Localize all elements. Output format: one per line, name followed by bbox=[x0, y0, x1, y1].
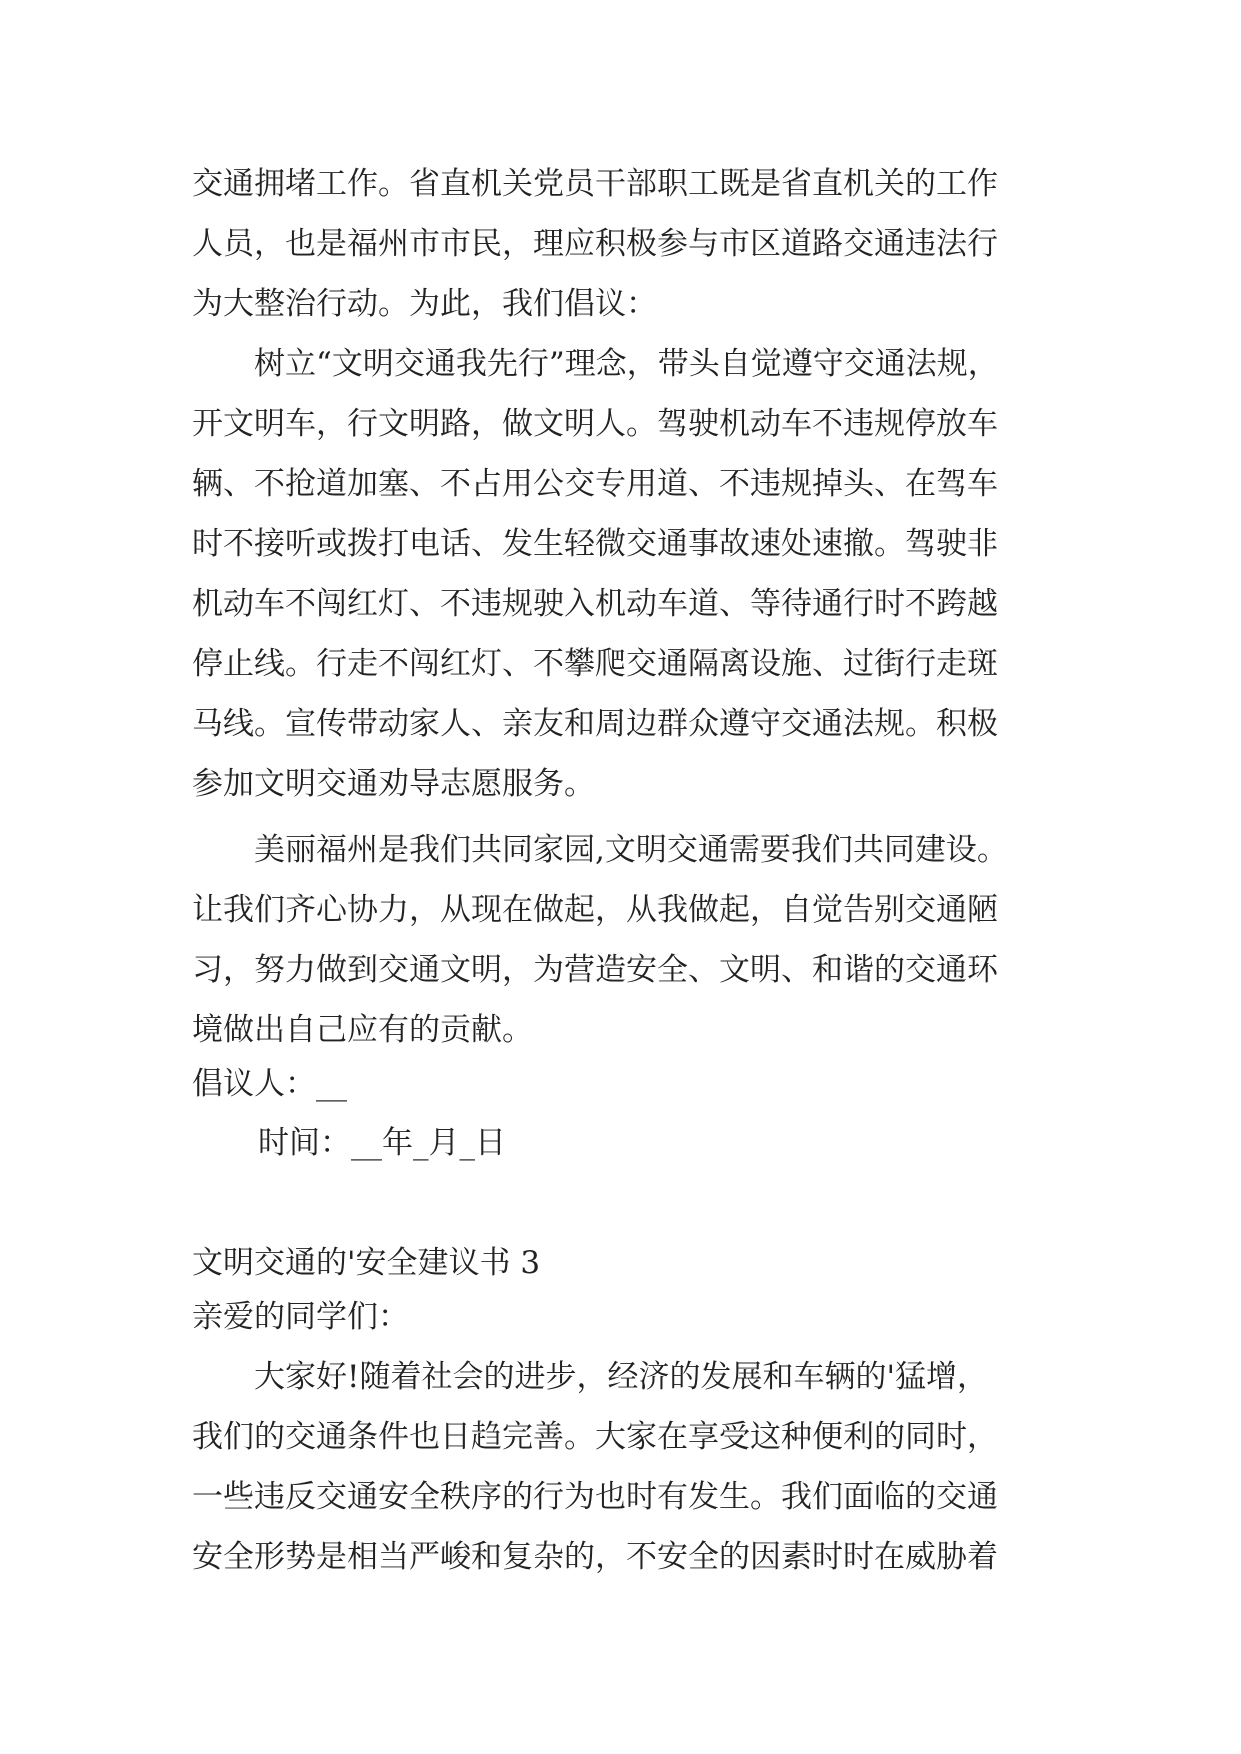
body-text-line: 安全形势是相当严峻和复杂的，不安全的因素时时在威胁着 bbox=[192, 1539, 998, 1575]
body-text-line: 为大整治行动。为此，我们倡议： bbox=[192, 286, 657, 322]
body-text-line: 马线。宣传带动家人、亲友和周边群众遵守交通法规。积极 bbox=[192, 706, 998, 742]
body-text-line: 开文明车，行文明路，做文明人。驾驶机动车不违规停放车 bbox=[192, 406, 998, 442]
body-text-line: 让我们齐心协力，从现在做起，从我做起，自觉告别交通陋 bbox=[192, 892, 998, 928]
paragraph-first-line: 树立“文明交通我先行”理念，带头自觉遵守交通法规， bbox=[192, 346, 999, 382]
body-text-line: 参加文明交通劝导志愿服务。 bbox=[192, 766, 595, 802]
signatory-line: 倡议人：__ bbox=[192, 1066, 347, 1102]
section-title: 文明交通的'安全建议书 3 bbox=[192, 1245, 541, 1281]
body-text-line: 人员，也是福州市市民，理应积极参与市区道路交通违法行 bbox=[192, 226, 998, 262]
body-text-line: 机动车不闯红灯、不违规驶入机动车道、等待通行时不跨越 bbox=[192, 586, 998, 622]
body-text-line: 境做出自己应有的贡献。 bbox=[192, 1012, 533, 1048]
body-text-line: 时不接听或拨打电话、发生轻微交通事故速处速撤。驾驶非 bbox=[192, 526, 998, 562]
body-text-line: 习，努力做到交通文明，为营造安全、文明、和谐的交通环 bbox=[192, 952, 998, 988]
body-text-line: 交通拥堵工作。省直机关党员干部职工既是省直机关的工作 bbox=[192, 166, 998, 202]
body-text-line: 一些违反交通安全秩序的行为也时有发生。我们面临的交通 bbox=[192, 1479, 998, 1515]
body-text-line: 停止线。行走不闯红灯、不攀爬交通隔离设施、过街行走斑 bbox=[192, 646, 998, 682]
body-text-line: 我们的交通条件也日趋完善。大家在享受这种便利的同时， bbox=[192, 1419, 998, 1455]
date-line: 时间：__年_月_日 bbox=[258, 1125, 506, 1161]
paragraph-first-line: 美丽福州是我们共同家园,文明交通需要我们共同建设。 bbox=[192, 832, 1008, 868]
body-text-line: 辆、不抢道加塞、不占用公交专用道、不违规掉头、在驾车 bbox=[192, 466, 998, 502]
salutation: 亲爱的同学们： bbox=[192, 1299, 409, 1335]
paragraph-first-line: 大家好!随着社会的进步，经济的发展和车辆的'猛增， bbox=[192, 1359, 988, 1395]
